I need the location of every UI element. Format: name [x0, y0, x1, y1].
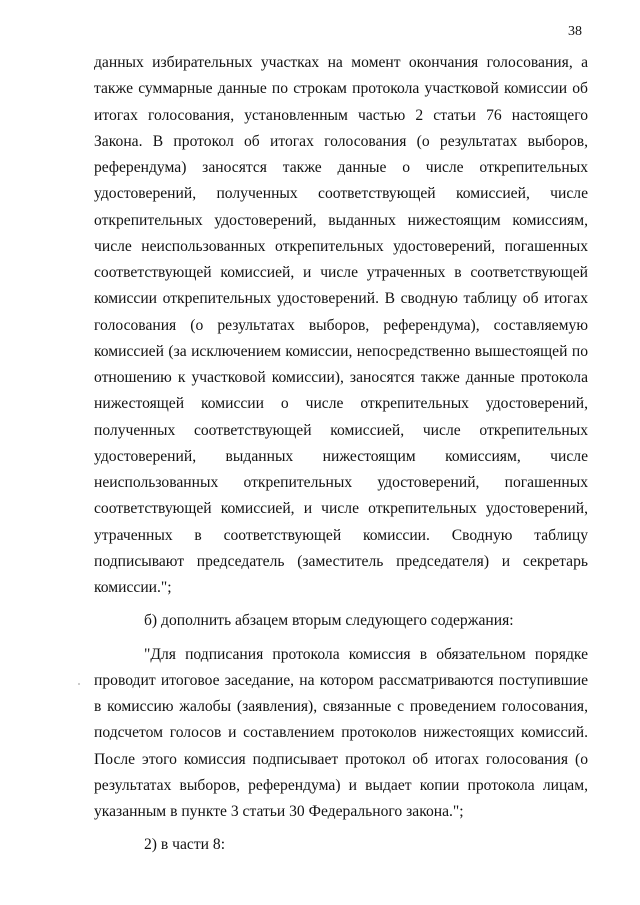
document-body — [94, 50, 588, 859]
scan-speck — [78, 683, 80, 685]
paragraph-quoted-text: "Для подписания протокола комиссия в обязательном порядке проводит итоговое заседание, на котором рассматриваются поступившие в комиссию жалобы (заявления), связанные с проведением голосования, подсчетом голосов и составлением протоколов нижестоящих комиссий. После этого комиссия подписывает протокол об итогах голосования (о результатах выборов, референдума) и выдает копии протокола лицам, указанным в пункте 3 статьи 30 Федерального закона."; — [94, 645, 588, 820]
paragraph-part-8: 2) в части 8: — [144, 836, 226, 854]
paragraph-continuation: данных избирательных участках на момент окончания голосования, а также суммарные данные по строкам протокола участковой комиссии об итогах голосования, установленным частью 2 статьи 76 настоящего Закона. В протокол об итогах голосования (о результатах выборов, референдума) заносятся также данные о числе открепительных удостоверений, полученных соответствующей комиссией, числе открепительных удостоверений, выданных нижестоящим комиссиям, числе неиспользованных открепительных удостоверений, погашенных соответствующей комиссией, и числе утраченных в соответствующей комиссии открепительных удостоверений. В сводную таблицу об итогах голосования (о результатах выборов, референдума), составляемую комиссией (за исключением комиссии, непосредственно вышестоящей по отношению к участковой комиссии), заносятся также данные протокола нижестоящей комиссии о числе открепительных удостоверений, полученных соответствующей комиссией, числе открепительных удостоверений, выданных нижестоящим комиссиям, числе неиспользованных открепительных удостоверений, погашенных соответствующей комиссией, и числе открепительных удостоверений, утраченных в соответствующей комиссии. Сводную таблицу подписывают председатель (заместитель председателя) и секретарь комиссии."; — [94, 54, 588, 596]
paragraph-amendment-b: б) дополнить абзацем вторым следующего содержания: — [144, 612, 514, 630]
page-number: 38 — [568, 24, 582, 39]
